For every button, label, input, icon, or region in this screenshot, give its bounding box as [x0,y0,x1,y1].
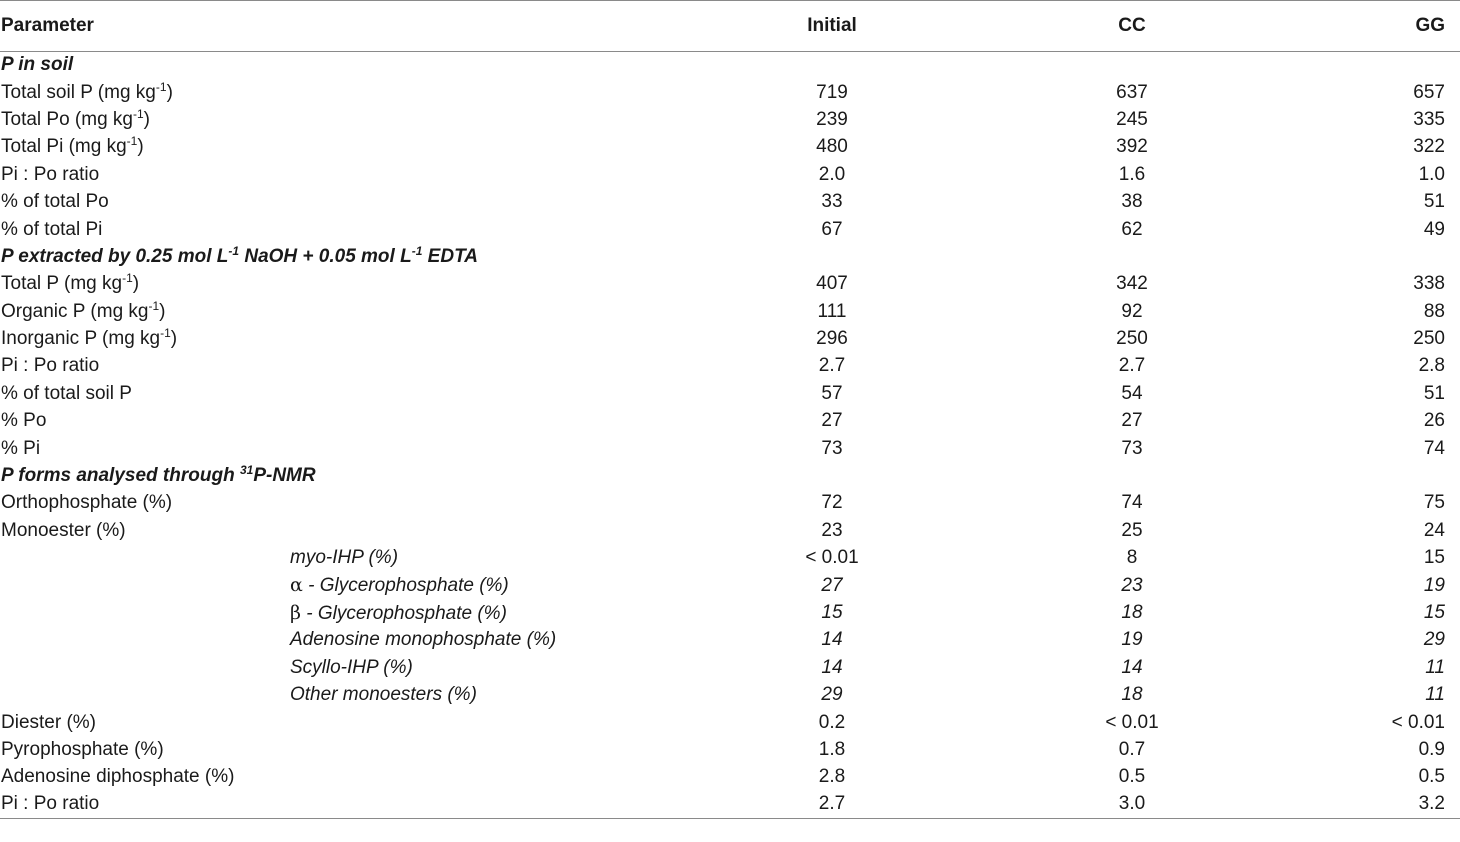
header-cc: CC [964,1,1300,52]
cell-gg: < 0.01 [1391,711,1445,733]
row-label: % of total Pi [1,218,103,240]
cell-gg: 250 [1413,328,1445,350]
cell-cc: 92 [1121,300,1143,322]
cell-initial: 72 [821,492,843,514]
cell-gg: 49 [1423,218,1445,240]
row-label: Pi : Po ratio [1,355,100,377]
table-row [0,517,1460,544]
row-label: Diester (%) [1,711,97,733]
cell-initial: 15 [821,602,843,623]
table-row [0,764,1460,791]
cell-gg: 1.0 [1418,163,1445,185]
table-row [0,325,1460,352]
table-row-sub [0,599,1460,626]
cell-gg: 0.5 [1418,766,1445,788]
table-row [0,79,1460,106]
cell-cc: 250 [1116,328,1148,350]
cell-gg: 19 [1423,574,1445,596]
cell-initial: 2.7 [700,791,964,818]
table-row [0,435,1460,462]
row-label: Orthophosphate (%) [1,492,173,514]
row-label: Scyllo-IHP (%) [290,656,413,678]
cell-cc: 342 [1116,273,1148,295]
cell-initial: 67 [821,218,843,240]
cell-initial: 33 [821,191,843,213]
cell-cc: 3.0 [964,791,1300,818]
section-row-soil [0,52,1460,79]
cell-cc: 392 [1116,136,1148,158]
table-row [0,188,1460,215]
cell-cc: 8 [1126,547,1138,569]
cell-initial: 2.0 [818,163,846,185]
cell-initial: 296 [816,328,848,350]
table-row [0,106,1460,133]
cell-cc: 74 [1121,492,1143,514]
row-label: Adenosine diphosphate (%) [1,766,235,788]
row-label: % Pi [1,437,41,459]
cell-cc: 637 [1116,81,1148,103]
table-row [0,791,1460,818]
section-title-nmr: P forms analysed through $^{31}$P-NMR [1,463,316,487]
cell-gg: 15 [1423,547,1445,569]
header-parameter: Parameter [0,1,700,52]
table-row [0,353,1460,380]
section-title-naoh: P extracted by 0.25 mol $L^{-1}$ NaOH + 0.05 mol $L^{-1}$ EDTA [1,243,478,267]
row-label: Total soil P (mg $kg^{-1}$) [1,79,173,103]
cell-gg: 11 [1425,684,1445,706]
row-label: Total Pi (mg $kg^{-1}$) [1,134,144,158]
row-label: Monoester (%) [1,519,126,541]
cell-gg: 29 [1423,629,1445,651]
table-row-sub [0,572,1460,599]
row-label: Organic P (mg $kg^{-1}$) [1,298,166,322]
cell-gg: 75 [1423,492,1445,514]
table-row [0,709,1460,736]
cell-gg: 0.9 [1418,738,1445,760]
table-row [0,161,1460,188]
row-label: myo-IHP (%) [290,547,399,569]
table-row [0,134,1460,161]
cell-gg: 74 [1423,437,1445,459]
table-row [0,216,1460,243]
row-label: Pyrophosphate (%) [1,738,164,760]
row-label: Total P (mg $kg^{-1}$) [1,271,140,295]
cell-initial: 27 [821,410,843,432]
table-row-sub [0,654,1460,681]
table-row-sub [0,545,1460,572]
cell-cc: 19 [1121,629,1143,651]
section-row-naoh [0,243,1460,270]
cell-cc: 73 [1121,437,1143,459]
table-row [0,298,1460,325]
row-label: Adenosine monophosphate (%) [290,629,557,651]
cell-initial: 0.2 [818,711,846,733]
row-label: Pi : Po ratio [1,163,100,185]
table-row [0,408,1460,435]
row-label: % of total Po [1,191,109,213]
cell-initial: 480 [816,136,848,158]
cell-cc: 23 [1121,574,1143,596]
cell-initial: 719 [816,81,848,103]
table-row-sub [0,627,1460,654]
cell-gg: 11 [1425,656,1445,678]
cell-cc: 0.7 [1118,738,1146,760]
row-label: Inorganic P (mg $kg^{-1}$) [1,326,178,350]
cell-gg: 51 [1423,382,1445,404]
cell-gg: 335 [1413,108,1445,130]
cell-cc: 18 [1121,684,1143,706]
cell-cc: 54 [1121,382,1143,404]
row-label: Other monoesters (%) [290,684,477,706]
cell-initial: 73 [821,437,843,459]
cell-initial: 57 [821,382,843,404]
cell-initial: < 0.01 [805,547,859,569]
cell-cc: 62 [1121,218,1143,240]
cell-cc: 1.6 [1118,163,1146,185]
cell-cc: 25 [1121,519,1143,541]
row-label: Pi : Po ratio [0,791,700,818]
cell-gg: 338 [1413,273,1445,295]
table-row [0,490,1460,517]
cell-cc: 38 [1121,191,1143,213]
row-label: Total Po (mg $kg^{-1}$) [1,106,150,130]
cell-cc: 0.5 [1118,766,1146,788]
row-label: α - Glycerophosphate (%) [290,574,509,597]
cell-initial: 27 [821,574,843,596]
cell-initial: 14 [821,629,843,651]
cell-cc: 14 [1121,656,1143,678]
row-label: β - Glycerophosphate (%) [290,601,507,624]
cell-initial: 407 [816,273,848,295]
cell-initial: 2.7 [818,355,846,377]
cell-cc: 27 [1121,410,1143,432]
cell-initial: 111 [817,300,847,322]
cell-cc: 2.7 [1118,355,1146,377]
cell-gg: 3.2 [1300,791,1460,818]
table-row [0,271,1460,298]
header-gg: GG [1300,1,1460,52]
cell-initial: 1.8 [818,738,846,760]
table-row [0,736,1460,763]
cell-gg: 51 [1423,191,1445,213]
table-row-sub [0,681,1460,708]
section-title-soil: P in soil [1,54,74,76]
cell-gg: 322 [1413,136,1445,158]
header-row [0,1,1460,52]
cell-initial: 239 [816,108,848,130]
cell-initial: 2.8 [818,766,846,788]
cell-initial: 14 [821,656,843,678]
cell-cc: 18 [1121,602,1143,623]
cell-gg: 24 [1423,519,1445,541]
section-row-nmr [0,462,1460,489]
header-initial: Initial [700,1,964,52]
cell-initial: 23 [821,519,843,541]
row-label: % of total soil P [1,382,132,404]
cell-initial: 29 [821,684,843,706]
table-row [0,380,1460,407]
cell-gg: 15 [1423,602,1445,623]
cell-gg: 657 [1413,81,1445,103]
cell-cc: 245 [1116,108,1148,130]
cell-cc: < 0.01 [1105,711,1159,733]
row-label: % Po [1,410,47,432]
cell-gg: 2.8 [1418,355,1445,377]
cell-gg: 88 [1423,300,1445,322]
cell-gg: 26 [1423,410,1445,432]
